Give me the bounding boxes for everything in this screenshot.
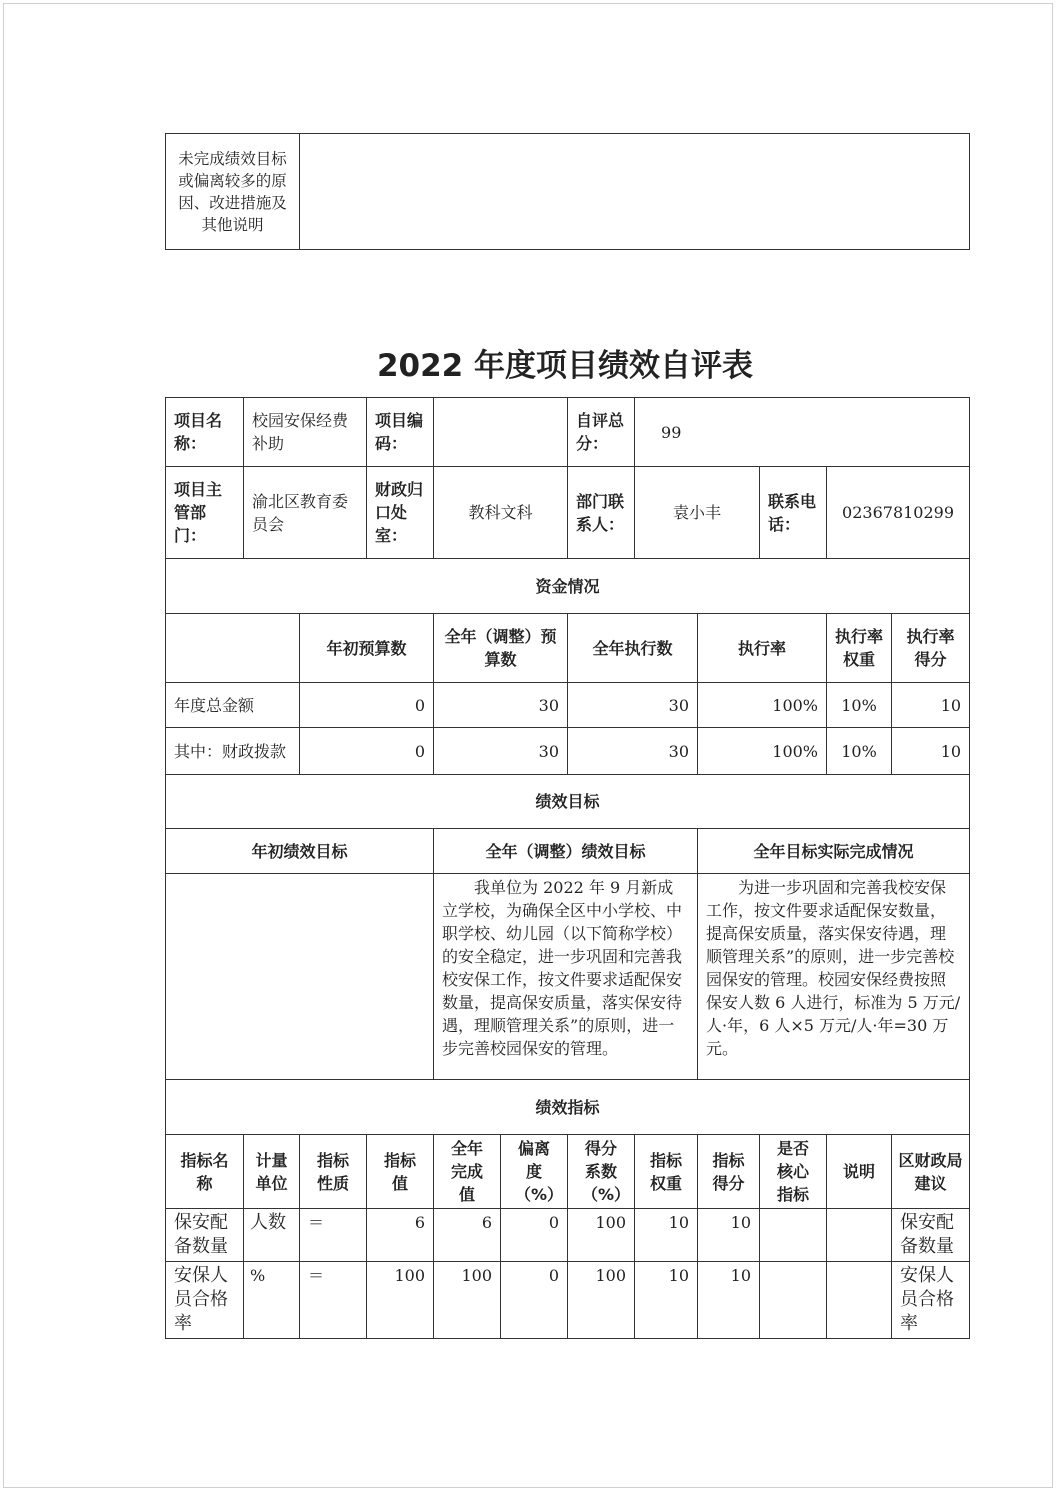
unfinished-reason-label: 未完成绩效目标或偏离较多的原因、改进措施及其他说明 bbox=[166, 134, 300, 250]
funds-cell: 10 bbox=[892, 683, 970, 728]
indicator-actual: 6 bbox=[434, 1209, 501, 1262]
indicator-value: 100 bbox=[367, 1262, 434, 1339]
funds-cell: 10% bbox=[827, 728, 892, 775]
indicator-col-header: 偏离度（%） bbox=[501, 1135, 568, 1209]
funds-col-header: 年初预算数 bbox=[300, 614, 434, 683]
indicator-coefficient: 100 bbox=[568, 1209, 635, 1262]
indicator-note bbox=[827, 1262, 892, 1339]
document-title: 2022 年度项目绩效自评表 bbox=[376, 348, 754, 384]
indicator-nature: ＝ bbox=[300, 1262, 367, 1339]
indicator-score: 10 bbox=[698, 1262, 760, 1339]
funds-col-header: 全年执行数 bbox=[568, 614, 698, 683]
indicator-unit: % bbox=[244, 1262, 300, 1339]
initial-goal-text bbox=[166, 874, 434, 1080]
table-row bbox=[166, 728, 970, 775]
unfinished-reason-table bbox=[165, 133, 970, 250]
funds-row-label: 其中：财政拨款 bbox=[166, 728, 300, 775]
indicator-deviation: 0 bbox=[501, 1262, 568, 1339]
funds-col-header bbox=[166, 614, 300, 683]
indicator-col-header: 说明 bbox=[827, 1135, 892, 1209]
project-name-label: 项目名称： bbox=[166, 398, 244, 467]
funds-cell: 30 bbox=[434, 683, 568, 728]
indicator-col-header: 得分系数（%） bbox=[568, 1135, 635, 1209]
funds-cell: 100% bbox=[698, 683, 827, 728]
indicator-note bbox=[827, 1209, 892, 1262]
score-value: 99 bbox=[635, 398, 970, 467]
project-name-value: 校园安保经费补助 bbox=[244, 398, 367, 467]
indicator-weight: 10 bbox=[635, 1209, 698, 1262]
goals-col-header: 全年（调整）绩效目标 bbox=[434, 829, 698, 874]
table-row bbox=[166, 1209, 970, 1262]
indicator-col-header: 计量单位 bbox=[244, 1135, 300, 1209]
indicator-deviation: 0 bbox=[501, 1209, 568, 1262]
score-label: 自评总分： bbox=[568, 398, 635, 467]
indicator-name: 安保人员合格率 bbox=[166, 1262, 244, 1339]
indicator-col-header: 区财政局建议 bbox=[892, 1135, 970, 1209]
indicator-col-header: 全年完成值 bbox=[434, 1135, 501, 1209]
funds-col-header: 执行率 bbox=[698, 614, 827, 683]
indicator-col-header: 指标权重 bbox=[635, 1135, 698, 1209]
indicator-unit: 人数 bbox=[244, 1209, 300, 1262]
actual-completion-text: 为进一步巩固和完善我校安保工作，按文件要求适配保安数量，提高保安质量，落实保安待遇，理顺管理关系”的原则，进一步完善校园保安的管理。校园安保经费按照保安人数 6 人进行，标准为 5 万元/人·年，6 人×5 万元/人·年=30 万元。 bbox=[698, 874, 970, 1080]
dept-label: 项目主管部门： bbox=[166, 467, 244, 559]
table-row bbox=[166, 683, 970, 728]
indicator-core bbox=[760, 1209, 827, 1262]
funds-cell: 30 bbox=[434, 728, 568, 775]
indicator-coefficient: 100 bbox=[568, 1262, 635, 1339]
indicator-col-header: 指标值 bbox=[367, 1135, 434, 1209]
contact-value: 袁小丰 bbox=[635, 467, 760, 559]
project-code-value bbox=[434, 398, 568, 467]
dept-value: 渝北区教育委员会 bbox=[244, 467, 367, 559]
funds-cell: 30 bbox=[568, 683, 698, 728]
finance-office-value: 教科文科 bbox=[434, 467, 568, 559]
indicator-nature: ＝ bbox=[300, 1209, 367, 1262]
self-evaluation-table bbox=[165, 397, 970, 1339]
indicator-col-header: 指标得分 bbox=[698, 1135, 760, 1209]
funds-cell: 10% bbox=[827, 683, 892, 728]
funds-cell: 100% bbox=[698, 728, 827, 775]
finance-office-label: 财政归口处室： bbox=[367, 467, 434, 559]
funds-section-title: 资金情况 bbox=[166, 559, 970, 614]
funds-cell: 0 bbox=[300, 728, 434, 775]
goals-col-header: 全年目标实际完成情况 bbox=[698, 829, 970, 874]
indicators-section-title: 绩效指标 bbox=[166, 1080, 970, 1135]
indicator-suggestion: 安保人员合格率 bbox=[892, 1262, 970, 1339]
indicator-core bbox=[760, 1262, 827, 1339]
indicator-name: 保安配备数量 bbox=[166, 1209, 244, 1262]
indicator-weight: 10 bbox=[635, 1262, 698, 1339]
indicator-suggestion: 保安配备数量 bbox=[892, 1209, 970, 1262]
goals-col-header: 年初绩效目标 bbox=[166, 829, 434, 874]
indicator-actual: 100 bbox=[434, 1262, 501, 1339]
goals-section-title: 绩效目标 bbox=[166, 775, 970, 829]
indicator-value: 6 bbox=[367, 1209, 434, 1262]
funds-col-header: 全年（调整）预算数 bbox=[434, 614, 568, 683]
funds-cell: 30 bbox=[568, 728, 698, 775]
unfinished-reason-content bbox=[300, 134, 970, 250]
table-row bbox=[166, 1262, 970, 1339]
indicator-score: 10 bbox=[698, 1209, 760, 1262]
funds-col-header: 执行率得分 bbox=[892, 614, 970, 683]
funds-cell: 0 bbox=[300, 683, 434, 728]
indicator-col-header: 指标名称 bbox=[166, 1135, 244, 1209]
phone-value: 02367810299 bbox=[827, 467, 970, 559]
adjusted-goal-text: 我单位为 2022 年 9 月新成立学校，为确保全区中小学校、中职学校、幼儿园（以下简称学校）的安全稳定，进一步巩固和完善我校安保工作，按文件要求适配保安数量，提高保安质量，落实保安待遇，理顺管理关系”的原则，进一步完善校园保安的管理。 bbox=[434, 874, 698, 1080]
contact-label: 部门联系人： bbox=[568, 467, 635, 559]
funds-row-label: 年度总金额 bbox=[166, 683, 300, 728]
indicator-col-header: 指标性质 bbox=[300, 1135, 367, 1209]
funds-col-header: 执行率权重 bbox=[827, 614, 892, 683]
project-code-label: 项目编码： bbox=[367, 398, 434, 467]
funds-cell: 10 bbox=[892, 728, 970, 775]
phone-label: 联系电话： bbox=[760, 467, 827, 559]
indicator-col-header: 是否核心指标 bbox=[760, 1135, 827, 1209]
